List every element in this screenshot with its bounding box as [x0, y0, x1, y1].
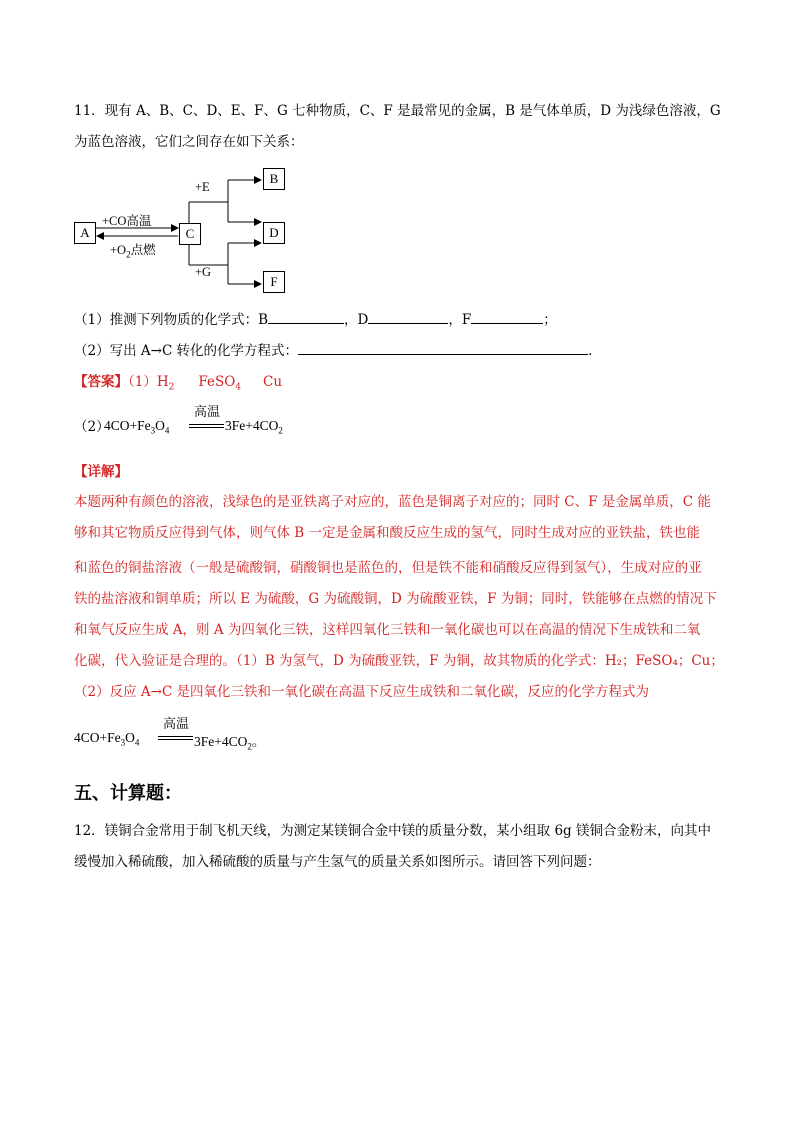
label-e: +E	[195, 180, 210, 194]
label-co-high-temp: +CO高温	[102, 214, 152, 228]
eq2-condition: 高温	[162, 717, 189, 732]
detail-line: 够和其它物质反应得到气体，则气体 B 一定是金属和酸反应生成的氢气，同时生成对应的亚铁盐，铁也能	[74, 525, 701, 541]
box-f: F	[263, 271, 285, 293]
q11-sub1: （1）推测下列物质的化学式：B ，D ，F ；	[74, 312, 557, 328]
blank-b[interactable]	[268, 311, 344, 324]
detail-label: 【详解】	[74, 464, 128, 480]
answer-part2-label: （2）	[74, 419, 110, 435]
diagram-lines	[0, 160, 793, 460]
box-c: C	[179, 223, 201, 245]
eq1-lhs: $4CO+Fe_3O_4$	[104, 418, 170, 436]
label-o2-ignite: $+O_2$点燃	[110, 243, 156, 260]
answer-label: 【答案】	[74, 374, 128, 390]
q11-line1: 11．现有 A、B、C、D、E、F、G 七种物质，C、F 是最常见的金属，B 是气体单质，D 为浅绿色溶液，G	[74, 103, 721, 119]
q12-line2: 缓慢加入稀硫酸，加入稀硫酸的质量与产生氢气的质量关系如图所示。请回答下列问题：	[74, 854, 601, 870]
eq2-lhs: $4CO+Fe_3O_4$	[74, 730, 140, 748]
box-b: B	[263, 168, 285, 190]
eq2-equals	[158, 736, 193, 740]
eq2-rhs: $3Fe+4CO_2$。	[194, 734, 266, 752]
detail-line: 和蓝色的铜盐溶液（一般是硫酸铜，硝酸铜也是蓝色的，但是铁不能和硝酸反应得到氢气），生成对应的亚	[74, 560, 702, 576]
answer-feso4: FeSO$_4$	[198, 374, 242, 393]
answer-cu: Cu	[263, 374, 283, 390]
eq1-rhs: $3Fe+4CO_2$	[225, 418, 283, 436]
detail-line: 铁的盐溶液和铜单质；所以 E 为硫酸，G 为硫酸铜，D 为硫酸亚铁，F 为铜；同时，铁能够在点燃的情况下	[74, 591, 717, 607]
answer-h2: $H_2$	[156, 374, 175, 393]
blank-f[interactable]	[471, 311, 543, 324]
detail-line: 和氧气反应生成 A，则 A 为四氧化三铁，这样四氧化三铁和一氧化碳也可以在高温的情况下生成铁和二氧	[74, 622, 701, 638]
q11-line2: 为蓝色溶液，它们之间存在如下关系：	[74, 134, 304, 150]
label-g: +G	[195, 265, 212, 279]
eq1-condition: 高温	[193, 405, 220, 420]
eq1-equals	[189, 424, 224, 428]
section-title: 五、计算题：	[74, 783, 182, 804]
detail-line: （2）反应 A→C 是四氧化三铁和一氧化碳在高温下反应生成铁和二氧化碳，反应的化学方程式为	[74, 684, 650, 700]
q11-sub2: （2）写出 A→C 转化的化学方程式： .	[74, 343, 593, 359]
box-d: D	[263, 222, 285, 244]
blank-equation[interactable]	[298, 342, 588, 355]
blank-d[interactable]	[368, 311, 448, 324]
q12-line1: 12．镁铜合金常用于制飞机天线，为测定某镁铜合金中镁的质量分数，某小组取 6g 镁铜合金粉末，向其中	[74, 823, 711, 839]
answer-line: 【答案】$(1)H_2$ FeSO$_4$ Cu	[74, 374, 283, 393]
detail-line: 化碳，代入验证是合理的。（1）B 为氢气，D 为硫酸亚铁，F 为铜，故其物质的化学式：H₂；FeSO₄；Cu；	[74, 653, 724, 669]
box-a: A	[74, 222, 96, 244]
detail-line: 本题两种有颜色的溶液，浅绿色的是亚铁离子对应的，蓝色是铜离子对应的；同时 C、F 是金属单质，C 能	[74, 494, 711, 510]
